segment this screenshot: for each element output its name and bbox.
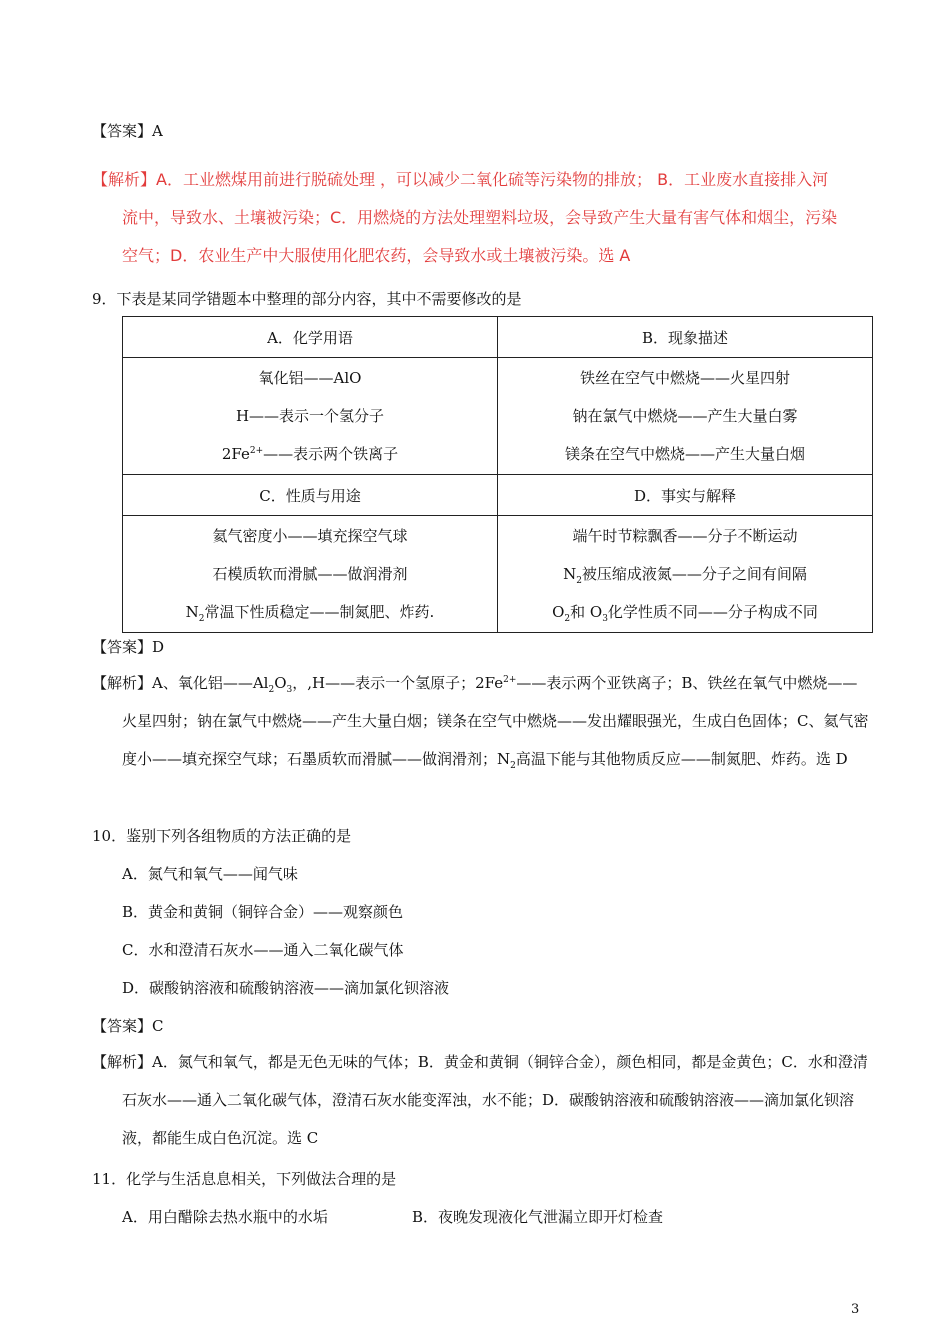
- q11-question: 11．化学与生活息息相关，下列做法合理的是: [92, 1170, 397, 1188]
- q11-option-a: A．用白醋除去热水瓶中的水垢: [122, 1208, 328, 1226]
- q10-option-c: C．水和澄清石灰水——通入二氧化碳气体: [122, 941, 404, 959]
- table-cell-b: [498, 358, 873, 475]
- q8-answer: 【答案】A: [92, 122, 163, 140]
- cell-a-line-3: $2Fe^{2+}——$表示两个铁离子: [221, 445, 399, 463]
- q8-analysis-line-2: 流中，导致水、土壤被污染；C．用燃烧的方法处理塑料垃圾，会导致产生大量有害气体和烟尘，污染: [122, 208, 838, 227]
- cell-a-line-2: H——表示一个氢分子: [235, 407, 385, 425]
- cell-d-line-2: $N_2$被压缩成液氮——分子之间有间隔: [563, 565, 807, 586]
- cell-c-line-2: 石模质软而滑腻——做润滑剂: [212, 565, 408, 583]
- q8-analysis-line-1: 【解析】A．工业燃煤用前进行脱硫处理 ，可以减少二氧化硫等污染物的排放； B．工业废水直接排入河: [92, 170, 829, 189]
- cell-b-line-1: 铁丝在空气中燃烧——火星四射: [579, 369, 790, 387]
- q11-option-b: B．夜晚发现液化气泄漏立即开灯检查: [412, 1208, 664, 1226]
- table-cell-a: [123, 358, 498, 475]
- q10-answer: 【答案】C: [92, 1017, 164, 1035]
- cell-c-line-3: $N_2$常温下性质稳定——制氮肥、炸药.: [185, 603, 435, 624]
- q9-answer: 【答案】D: [92, 638, 165, 656]
- q10-question: 10．鉴别下列各组物质的方法正确的是: [92, 827, 352, 845]
- page-number: 3: [851, 1302, 860, 1317]
- q10-option-d: D．碳酸钠溶液和硫酸钠溶液——滴加氯化钡溶液: [122, 979, 450, 997]
- q10-option-a: A．氮气和氧气——闻气味: [122, 865, 298, 883]
- q8-analysis-line-3: 空气；D．农业生产中大服使用化肥农药，会导致水或土壤被污染。选 A: [122, 246, 631, 265]
- q10-option-b: B．黄金和黄铜（铜锌合金）——观察颜色: [122, 903, 404, 921]
- table-head-d: D．事实与解释: [498, 475, 873, 516]
- table-head-b: B．现象描述: [498, 317, 873, 358]
- cell-d-line-1: 端午时节粽飘香——分子不断运动: [572, 527, 798, 545]
- cell-b-line-2: 钠在氯气中燃烧——产生大量白雾: [572, 407, 798, 425]
- cell-d-line-3: $O_2$和 $O_3$化学性质不同——分子构成不同: [552, 603, 818, 624]
- table-cell-d: [498, 516, 873, 633]
- cell-b-line-3: 镁条在空气中燃烧——产生大量白烟: [564, 445, 805, 463]
- q9-question: 9．下表是某同学错题本中整理的部分内容，其中不需要修改的是: [92, 290, 522, 308]
- table-cell-c: [123, 516, 498, 633]
- q9-analysis: 【解析】A、氧化铝$——Al_2O_3$，,H——表示一个氢原子；$2Fe^{2+}——$表示两个亚铁离子；B、铁丝在氧气中燃烧——火星四射；钠在氯气中燃烧——产生大量白烟；镁条在空气中燃烧——发出耀眼强光，生成白色固体；C、氦气密度小——填充探空气球；石墨质软而滑腻——做润滑剂；$N_2$高温下能与其他物质反应——制氮肥、炸药。选 D: [92, 674, 869, 771]
- q9-table: [122, 316, 873, 633]
- table-head-a: A．化学用语: [123, 317, 498, 358]
- q10-analysis: 【解析】A．氮气和氧气，都是无色无味的气体；B．黄金和黄铜（铜锌合金），颜色相同，都是金黄色；C．水和澄清石灰水——通入二氧化碳气体，澄清石灰水能变浑浊，水不能；D．碳酸钠溶液和硫酸钠溶液——滴加氯化钡溶液，都能生成白色沉淀。选 C: [92, 1053, 868, 1147]
- cell-c-line-1: 氦气密度小——填充探空气球: [212, 527, 408, 545]
- cell-a-line-1: 氧化铝——AlO: [258, 369, 362, 387]
- table-head-c: C．性质与用途: [123, 475, 498, 516]
